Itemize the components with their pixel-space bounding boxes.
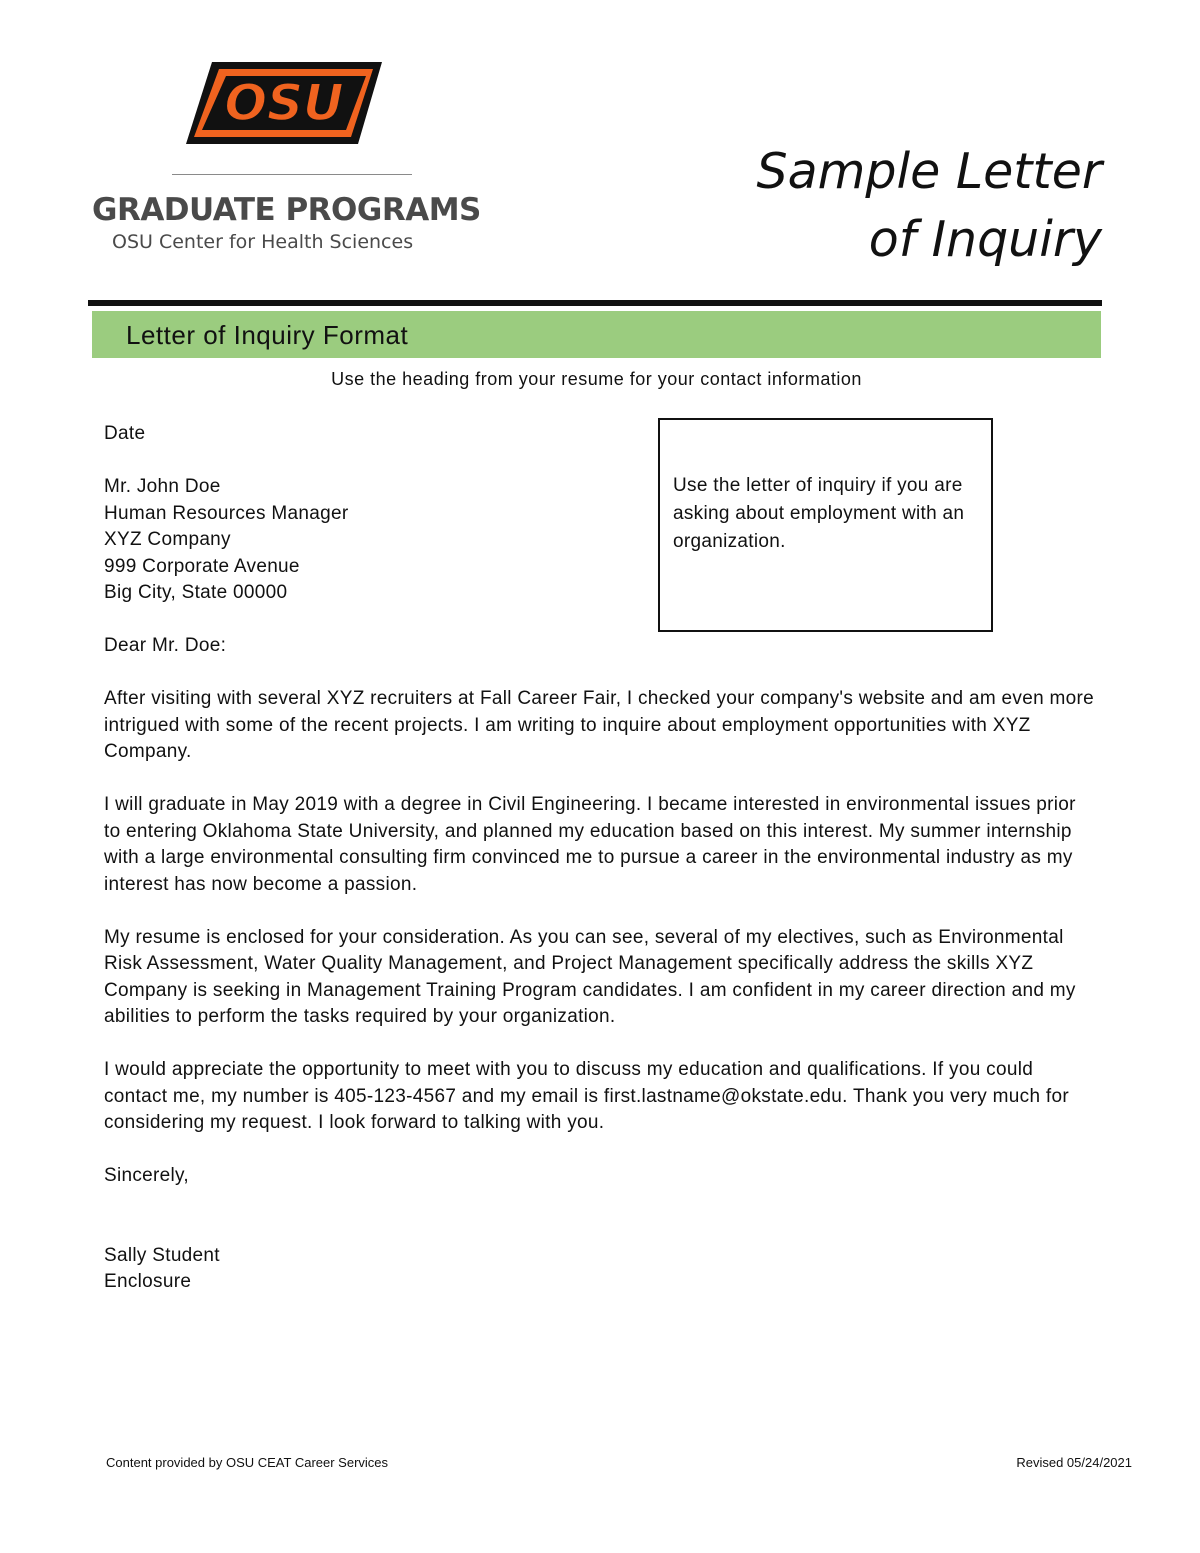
recipient-street: 999 Corporate Avenue <box>104 555 300 577</box>
letter-date: Date <box>104 423 146 444</box>
footer-credit: Content provided by OSU CEAT Career Services <box>106 1455 389 1470</box>
recipient-title: Human Resources Manager <box>104 502 349 524</box>
letter-body <box>104 421 1094 1296</box>
recipient-name: Mr. John Doe <box>104 476 221 497</box>
recipient-block <box>104 474 1094 607</box>
header-divider <box>88 300 1102 306</box>
program-title: GRADUATE PROGRAMS <box>92 192 481 228</box>
recipient-company: XYZ Company <box>104 529 231 550</box>
salutation: Dear Mr. Doe: <box>104 635 227 656</box>
letter-paragraph: I would appreciate the opportunity to meet with you to discuss my education and qualifications. If you could contact me, my number is 405-123-4567 and my email is first.lastname@okstate.edu. Thank you very much for considering my request. I look forward to talking with you. <box>104 1059 1069 1133</box>
section-title: Letter of Inquiry Format <box>126 320 409 350</box>
osu-logo <box>186 52 382 154</box>
letter-paragraph: My resume is enclosed for your consideration. As you can see, several of my electives, such as Environmental Risk Assessment, Water Quality Management, and Project Management specifically address the skills XYZ Company is seeking in Management Training Program candidates. I am confident in my career direction and my abilities to perform the tasks required by your organization. <box>104 926 1076 1027</box>
letter-paragraph: After visiting with several XYZ recruiters at Fall Career Fair, I checked your company's website and am even more intrigued with some of the recent projects. I am writing to inquire about employment opportunities with XYZ Company. <box>104 688 1095 762</box>
signature-name: Sally Student <box>104 1244 220 1266</box>
footer-revised-date: Revised 05/24/2021 <box>1016 1455 1132 1470</box>
section-band <box>92 311 1101 358</box>
signature-space <box>104 1190 1094 1243</box>
logo-wordmark: OSU <box>224 74 344 132</box>
program-subtitle: OSU Center for Health Sciences <box>112 231 414 253</box>
document-title-line-2: of Inquiry <box>868 211 1102 268</box>
document-title <box>757 138 1102 274</box>
closing: Sincerely, <box>104 1165 190 1186</box>
letter-paragraph: I will graduate in May 2019 with a degree in Civil Engineering. I became interested in environmental issues prior to entering Oklahoma State University, and planned my education based on this interest. My summer internship with a large environmental consulting firm convinced me to pursue a career in the environmental industry as my interest has now become a passion. <box>104 794 1076 895</box>
document-title-line-1: Sample Letter <box>756 143 1102 200</box>
recipient-city: Big City, State 00000 <box>104 582 288 603</box>
enclosure-note: Enclosure <box>104 1271 192 1292</box>
logo-divider <box>172 174 412 175</box>
heading-note: Use the heading from your resume for your contact information <box>331 369 862 389</box>
tip-callout-text: Use the letter of inquiry if you are asking about employment with an organization. <box>673 475 965 552</box>
